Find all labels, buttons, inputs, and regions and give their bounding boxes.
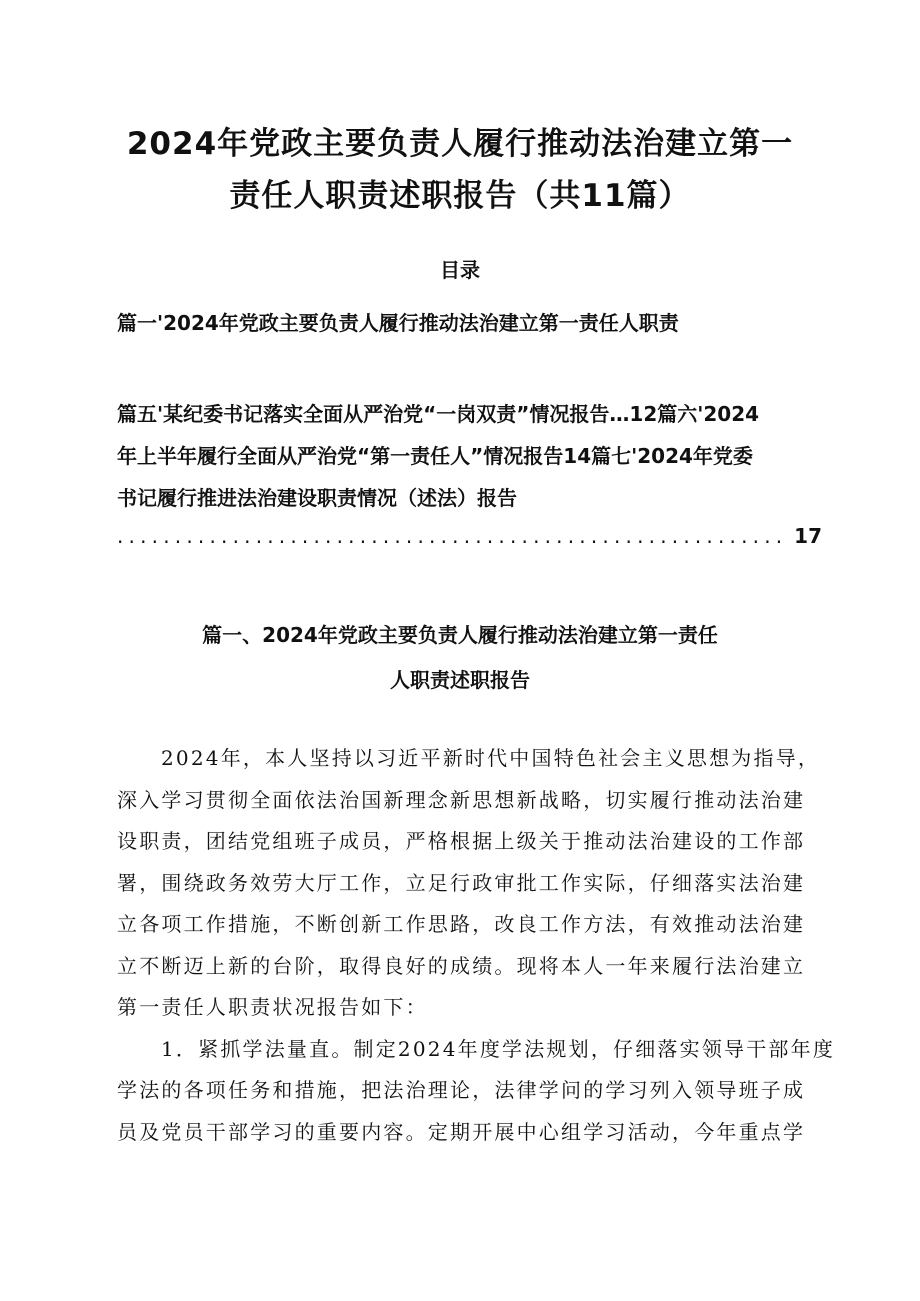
paragraph-1 (117, 738, 837, 1029)
paragraph-2-line: 学法的各项任务和措施，把法治理论，法律学问的学习列入领导班子成 (117, 1078, 806, 1102)
paragraph-2-line: 1．紧抓学法量直。制定2024年度学法规划，仔细落实领导干部年度 (161, 1036, 836, 1061)
toc-entries-block (117, 393, 827, 519)
paragraph-2 (117, 1029, 837, 1154)
section-title (0, 613, 920, 703)
toc-page-number: 17 (792, 519, 822, 553)
toc-line-1[interactable]: 篇五'某纪委书记落实全面从严治党“一岗双责”情况报告…12篇六'2024 (117, 402, 760, 426)
section-title-line-1: 篇一、2024年党政主要负责人履行推动法治建立第一责任 (202, 623, 718, 647)
paragraph-1-line: 设职责，团结党组班子成员，严格根据上级关于推动法治建设的工作部 (117, 829, 806, 853)
paragraph-1-line: 立各项工作措施，不断创新工作思路，改良工作方法，有效推动法治建 (117, 912, 806, 936)
section-title-line-2: 人职责述职报告 (390, 668, 530, 692)
document-title (0, 118, 920, 222)
paragraph-1-line: 第一责任人职责状况报告如下： (117, 995, 428, 1019)
paragraph-1-line: 署，围绕政务效劳大厅工作，立足行政审批工作实际，仔细落实法治建 (117, 870, 806, 895)
toc-line-2[interactable]: 年上半年履行全面从严治党“第一责任人”情况报告14篇七'2024年党委 (117, 444, 753, 468)
toc-leader-dots: .......................................................... (117, 524, 788, 548)
toc-heading: 目录 (440, 258, 480, 282)
document-title-line-2: 责任人职责述职报告（共11篇） (229, 178, 691, 214)
paragraph-2-line: 员及党员干部学习的重要内容。定期开展中心组学习活动，今年重点学 (117, 1119, 806, 1144)
toc-leader-line (117, 519, 822, 553)
toc-entry-1[interactable]: 篇一'2024年党政主要负责人履行推动法治建立第一责任人职责 (117, 311, 679, 335)
paragraph-1-line: 深入学习贯彻全面依法治国新理念新思想新战略，切实履行推动法治建 (117, 787, 806, 812)
body-text (117, 738, 837, 1153)
paragraph-1-line: 立不断迈上新的台阶，取得良好的成绩。现将本人一年来履行法治建立 (117, 953, 806, 978)
paragraph-1-line: 2024年，本人坚持以习近平新时代中国特色社会主义思想为指导， (161, 746, 821, 770)
toc-line-3[interactable]: 书记履行推进法治建设职责情况（述法）报告 (117, 486, 517, 510)
document-title-line-1: 2024年党政主要负责人履行推动法治建立第一 (126, 126, 794, 162)
